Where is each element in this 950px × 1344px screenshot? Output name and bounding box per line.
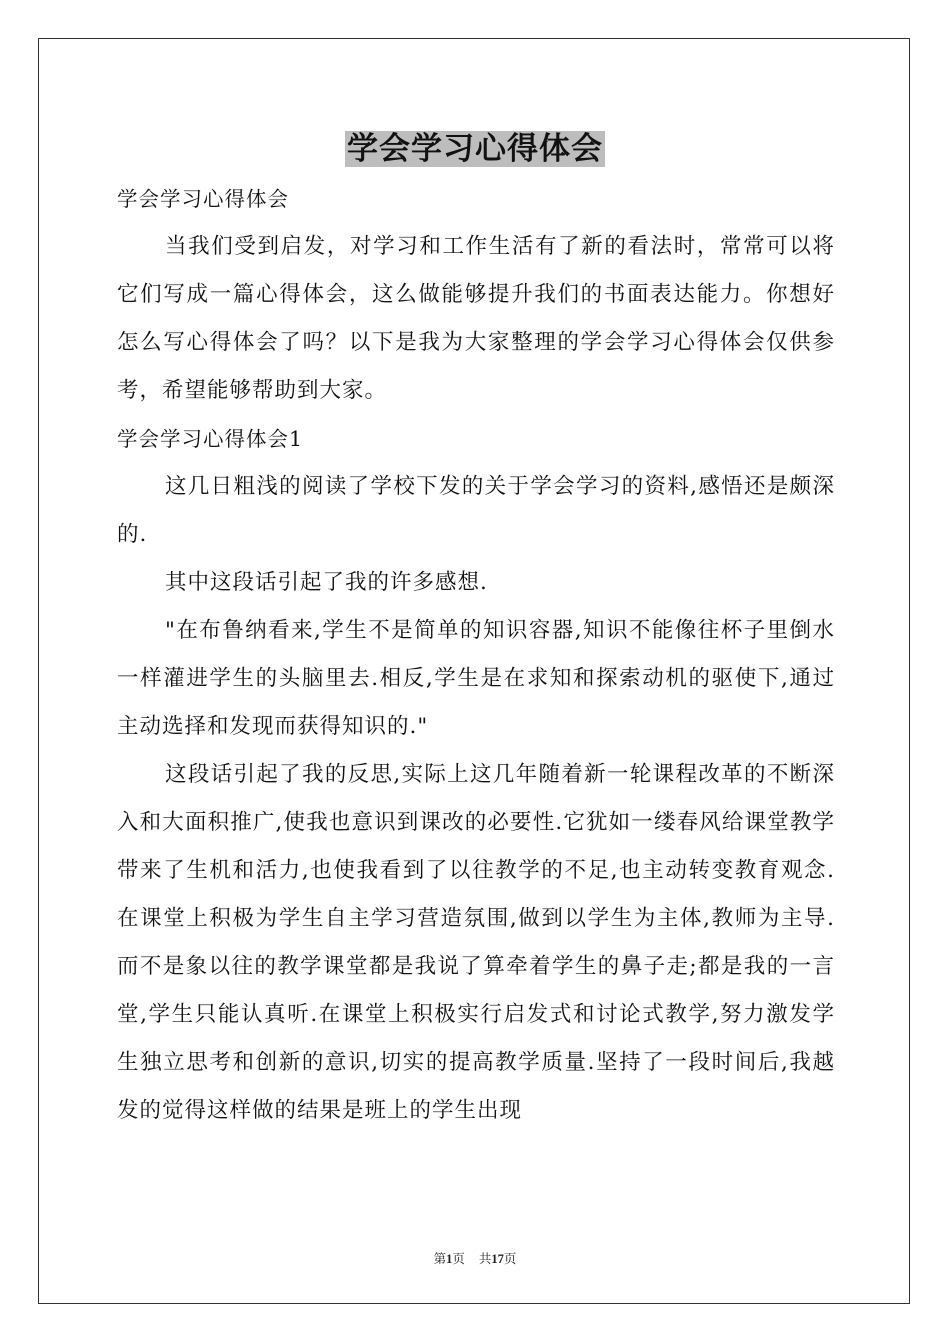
intro-paragraph: 当我们受到启发，对学习和工作生活有了新的看法时，常常可以将它们写成一篇心得体会，这么做能够提升我们的书面表达能力。你想好怎么写心得体会了吗？以下是我为大家整理的学会学习心得体会仅供参考，希望能够帮助到大家。 (117, 234, 835, 403)
section-heading-1: 学会学习心得体会1 (117, 427, 304, 451)
current-page-number: 1 (446, 1252, 453, 1266)
page-prefix: 第 (433, 1252, 447, 1266)
page-footer (0, 1249, 950, 1267)
document-title-text: 学会学习心得体会 (347, 131, 603, 167)
body-paragraph: 其中这段话引起了我的许多感想. (165, 570, 488, 595)
section-heading-intro: 学会学习心得体会 (117, 187, 289, 211)
body-paragraph: 这几日粗浅的阅读了学校下发的关于学会学习的资料,感悟还是颇深的. (117, 474, 835, 547)
total-prefix: 共 (478, 1252, 492, 1266)
total-suffix: 页 (503, 1252, 517, 1266)
total-page-count: 17 (491, 1252, 504, 1266)
document-body (117, 175, 835, 1135)
quote-paragraph: "在布鲁纳看来,学生不是简单的知识容器,知识不能像往杯子里倒水一样灌进学生的头脑里去.相反,学生是在求知和探索动机的驱使下,通过主动选择和发现而获得知识的." (117, 618, 835, 739)
body-paragraph: 这段话引起了我的反思,实际上这几年随着新一轮课程改革的不断深入和大面积推广,使我也意识到课改的必要性.它犹如一缕春风给课堂教学带来了生机和活力,也使我看到了以往教学的不足,也主动转变教育观念.在课堂上积极为学生自主学习营造氛围,做到以学生为主体,教师为主导.而不是象以往的教学课堂都是我说了算牵着学生的鼻子走;都是我的一言堂,学生只能认真听.在课堂上积极实行启发式和讨论式教学,努力激发学生独立思考和创新的意识,切实的提高教学质量.坚持了一段时间后,我越发的觉得这样做的结果是班上的学生出现 (117, 762, 835, 1123)
document-title (0, 124, 950, 174)
page-suffix: 页 (452, 1252, 465, 1266)
